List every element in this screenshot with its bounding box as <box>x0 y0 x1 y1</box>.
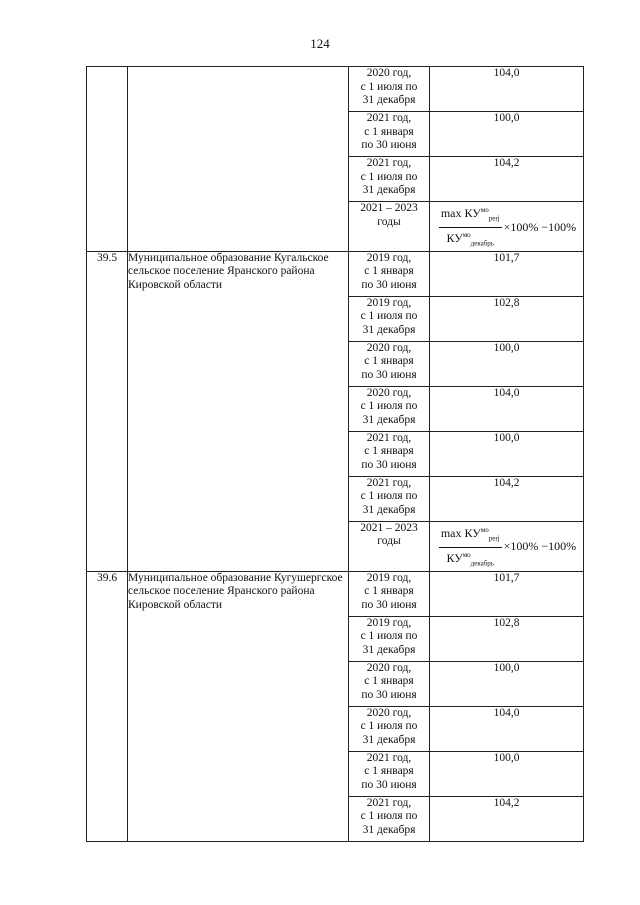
period-cell <box>349 521 430 571</box>
period-line: с 1 января <box>364 265 414 278</box>
growth-formula <box>437 204 576 251</box>
table-row <box>87 67 584 112</box>
period-line: 31 декабря <box>362 643 416 656</box>
period-cell <box>349 296 430 341</box>
period-line: с 1 января <box>364 355 414 368</box>
municipality-name: Муниципальное образование Кугальское сельское поселение Яранского района Кировской области <box>128 251 349 571</box>
value-cell: 104,2 <box>430 157 584 202</box>
period-line: 31 декабря <box>362 503 416 516</box>
period-cell <box>349 157 430 202</box>
period-line: по 30 июня <box>361 598 417 611</box>
period-line: 31 декабря <box>362 823 416 836</box>
period-line: 2020 год, <box>366 661 412 674</box>
municipality-name <box>128 67 349 252</box>
period-line: по 30 июня <box>361 688 417 701</box>
value-cell <box>430 521 584 571</box>
period-line: 2019 год, <box>366 296 412 309</box>
period-line: с 1 июля по <box>360 400 418 413</box>
period-cell <box>349 67 430 112</box>
period-cell <box>349 251 430 296</box>
period-cell <box>349 202 430 252</box>
period-line: с 1 июля по <box>360 630 418 643</box>
formula-fraction <box>439 204 502 251</box>
row-number: 39.5 <box>87 251 128 571</box>
period-line: 31 декабря <box>362 733 416 746</box>
period-line: с 1 января <box>364 125 414 138</box>
period-line: с 1 июля по <box>360 490 418 503</box>
period-line: 2020 год, <box>366 67 412 79</box>
period-line: 2021 год, <box>366 751 412 764</box>
row-number <box>87 67 128 252</box>
period-line: 31 декабря <box>362 94 416 106</box>
formula-fraction <box>439 524 502 571</box>
value-cell: 102,8 <box>430 296 584 341</box>
period-line: по 30 июня <box>361 278 417 291</box>
period-line: 2020 год, <box>366 341 412 354</box>
value-cell: 100,0 <box>430 112 584 157</box>
value-cell: 101,7 <box>430 251 584 296</box>
period-cell <box>349 616 430 661</box>
formula-tail: ×100% −100% <box>503 539 577 554</box>
period-line: с 1 января <box>364 445 414 458</box>
table-row <box>87 251 584 296</box>
period-line: с 1 января <box>364 585 414 598</box>
row-number: 39.6 <box>87 571 128 841</box>
tariff-table <box>86 66 584 842</box>
period-line: годы <box>377 215 401 228</box>
period-line: 2021 год, <box>366 796 412 809</box>
period-line: 2020 год, <box>366 386 412 399</box>
value-cell <box>430 202 584 252</box>
value-cell: 104,2 <box>430 476 584 521</box>
table-body <box>87 67 584 842</box>
period-line: 31 декабря <box>362 323 416 336</box>
period-cell <box>349 796 430 841</box>
period-line: с 1 июля по <box>360 810 418 823</box>
municipality-name: Муниципальное образование Кугушергское сельское поселение Яранского района Кировской области <box>128 571 349 841</box>
period-line: с 1 июля по <box>360 720 418 733</box>
page-number: 124 <box>310 36 330 51</box>
period-line: с 1 июля по <box>360 170 418 183</box>
value-cell: 102,8 <box>430 616 584 661</box>
period-line: 2021 – 2023 <box>360 202 418 214</box>
value-cell: 101,7 <box>430 571 584 616</box>
value-cell: 100,0 <box>430 751 584 796</box>
value-cell: 104,0 <box>430 67 584 112</box>
period-line: по 30 июня <box>361 458 417 471</box>
period-line: 2019 год, <box>366 251 412 264</box>
period-cell <box>349 476 430 521</box>
period-line: 2019 год, <box>366 616 412 629</box>
value-cell: 104,0 <box>430 386 584 431</box>
period-line: по 30 июня <box>361 778 417 791</box>
period-cell <box>349 751 430 796</box>
table-row <box>87 571 584 616</box>
formula-numerator: $\max КУ^{мо}_{perj}$ <box>439 524 502 548</box>
period-line: с 1 января <box>364 675 414 688</box>
period-cell <box>349 386 430 431</box>
period-line: 2021 год, <box>366 112 412 124</box>
formula-denominator: $КУ^{мо}_{декабрь}$ <box>446 230 494 248</box>
period-cell <box>349 112 430 157</box>
growth-formula <box>437 524 576 571</box>
value-cell: 104,0 <box>430 706 584 751</box>
period-line: с 1 июля по <box>360 310 418 323</box>
formula-numerator: $\max КУ^{мо}_{perj}$ <box>439 204 502 228</box>
formula-tail: ×100% −100% <box>503 219 577 234</box>
period-line: с 1 января <box>364 765 414 778</box>
period-line: 31 декабря <box>362 184 416 196</box>
value-cell: 100,0 <box>430 341 584 386</box>
period-cell <box>349 341 430 386</box>
value-cell: 100,0 <box>430 431 584 476</box>
period-line: 2019 год, <box>366 571 412 584</box>
period-line: 31 декабря <box>362 413 416 426</box>
period-line: 2021 год, <box>366 157 412 169</box>
value-cell: 100,0 <box>430 661 584 706</box>
period-cell <box>349 661 430 706</box>
period-cell <box>349 706 430 751</box>
period-cell <box>349 431 430 476</box>
value-cell: 104,2 <box>430 796 584 841</box>
period-cell <box>349 571 430 616</box>
formula-denominator: $КУ^{мо}_{декабрь}$ <box>446 550 494 568</box>
period-line: годы <box>377 535 401 548</box>
period-line: по 30 июня <box>361 139 417 151</box>
period-line: 2021 год, <box>366 476 412 489</box>
period-line: с 1 июля по <box>360 80 418 93</box>
period-line: по 30 июня <box>361 368 417 381</box>
period-line: 2020 год, <box>366 706 412 719</box>
period-line: 2021 год, <box>366 431 412 444</box>
period-line: 2021 – 2023 <box>360 521 418 534</box>
